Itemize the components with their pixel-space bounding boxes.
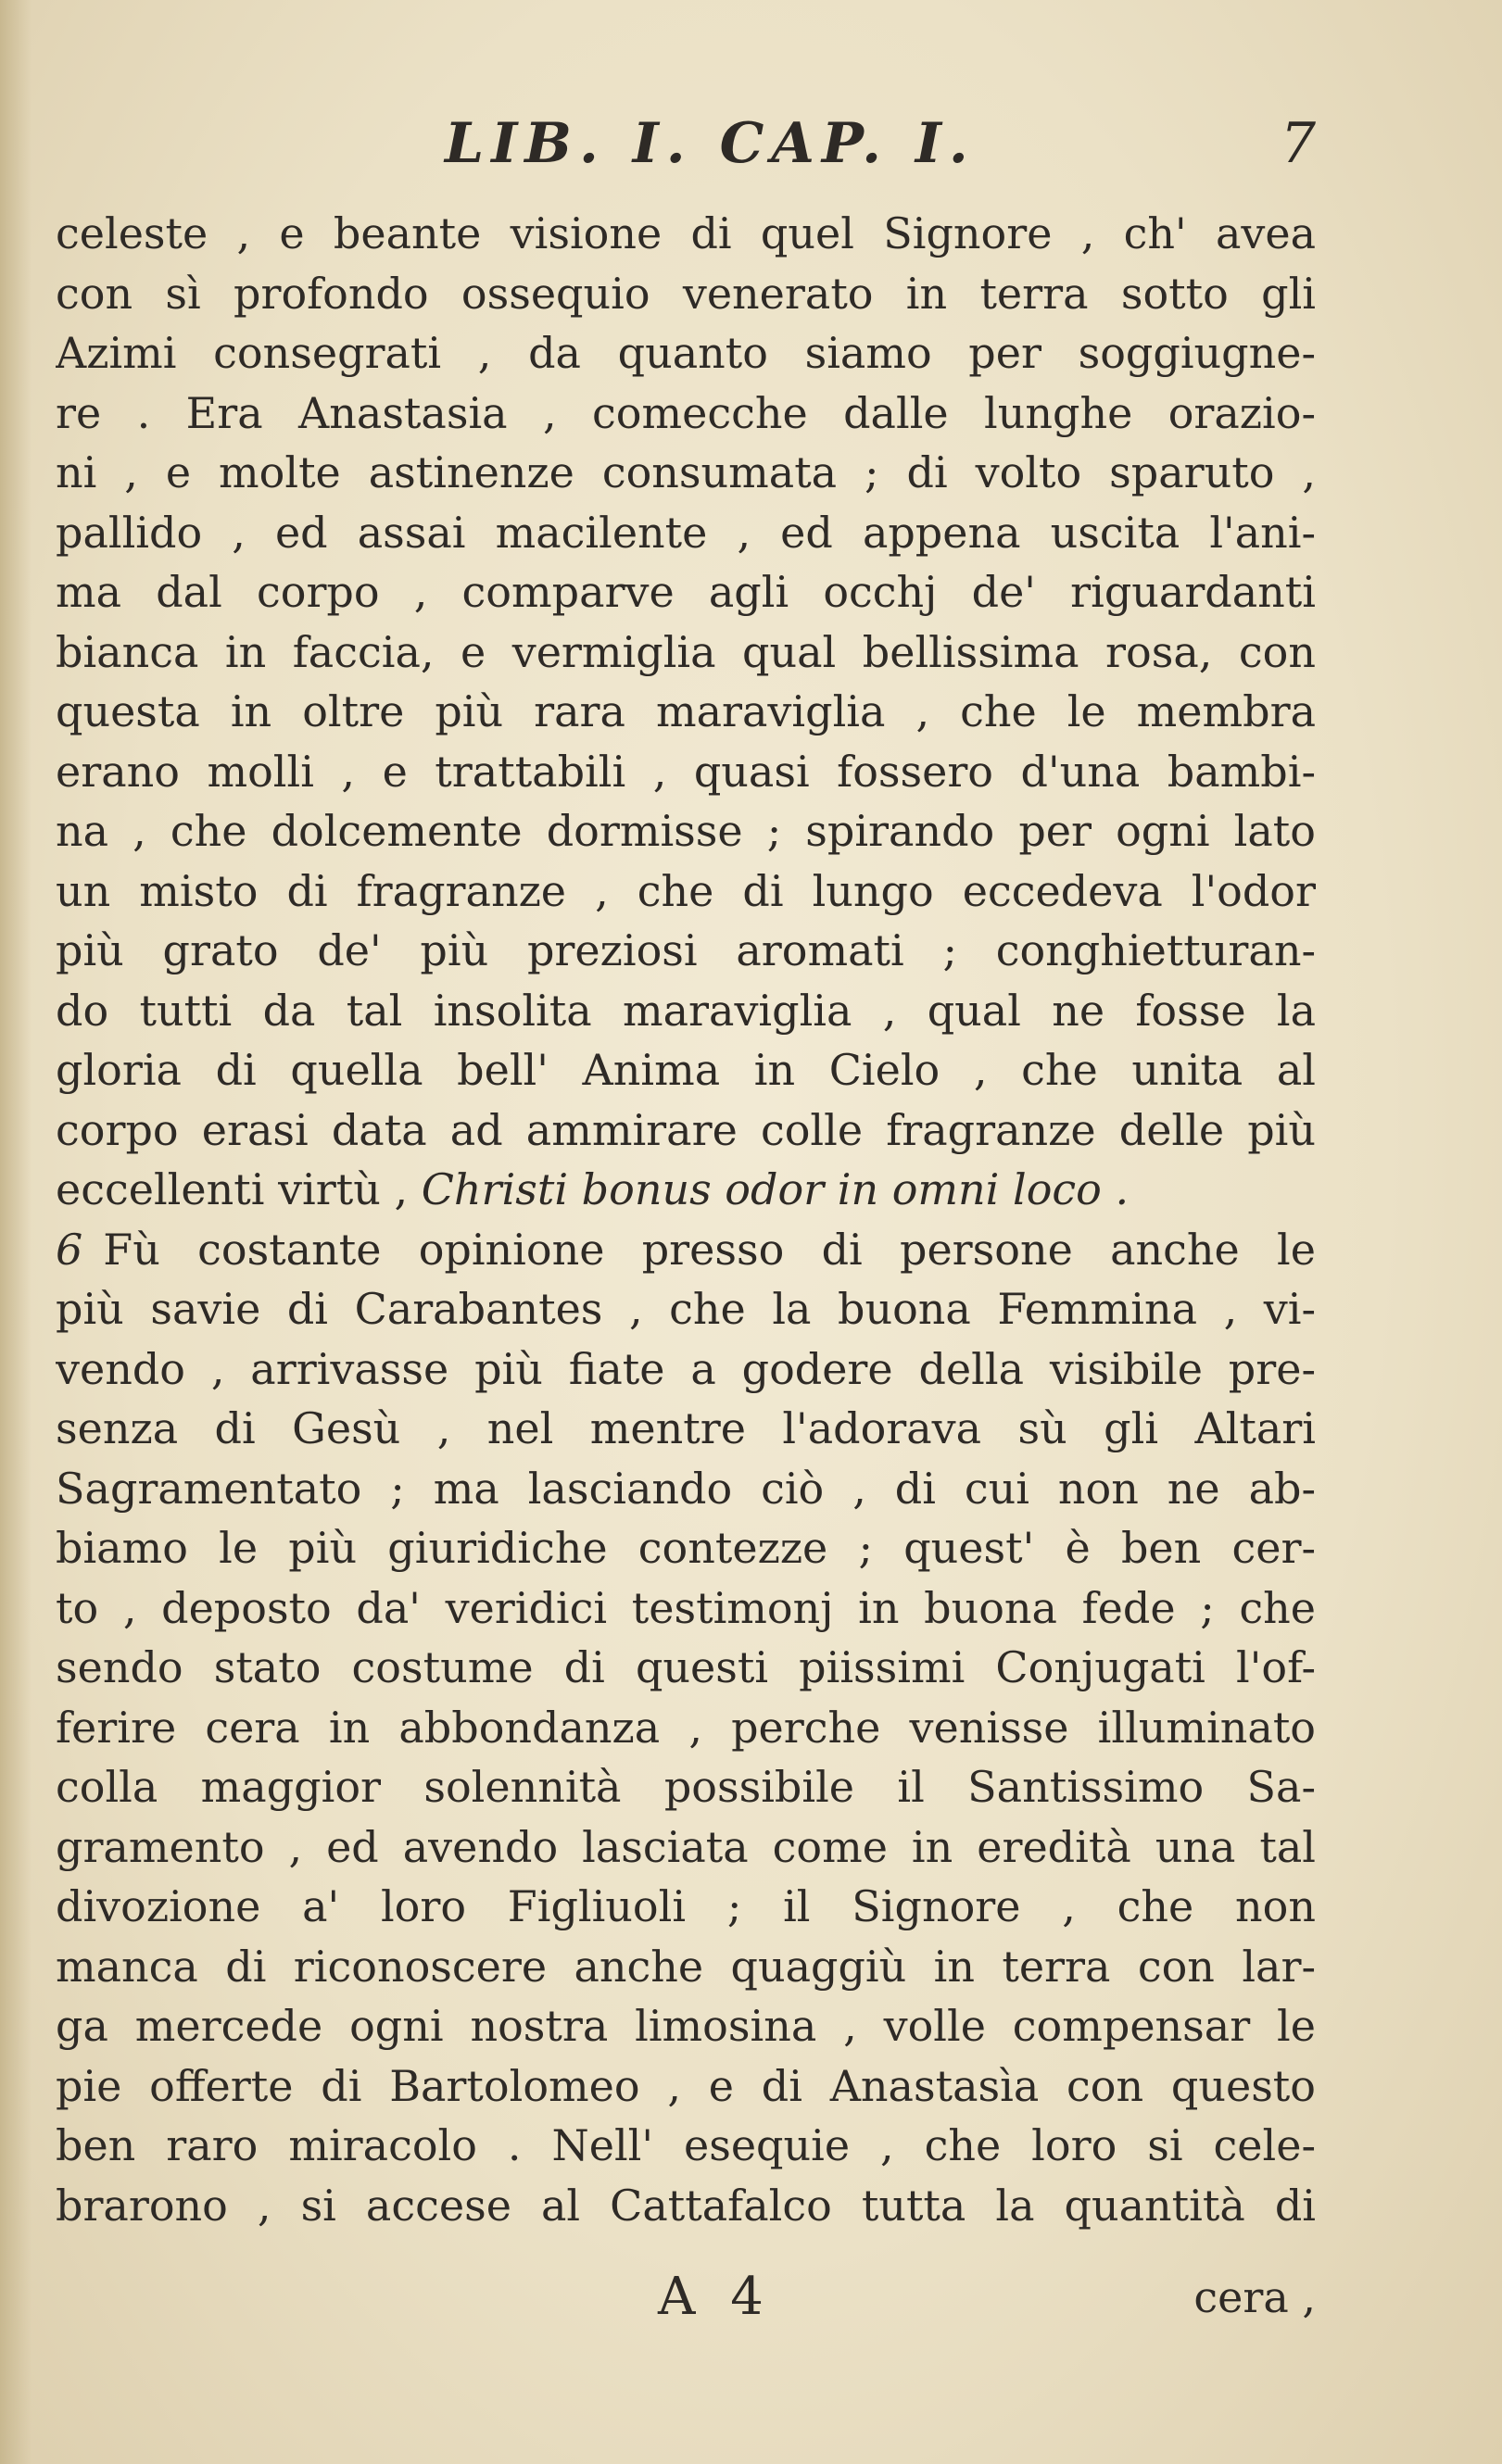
text-line: re . Era Anastasia , comecche dalle lunghe orazio- xyxy=(56,387,1316,438)
text-line: Sagramentato ; ma lasciando ciò , di cui non ne ab- xyxy=(56,1463,1316,1514)
text-line: na , che dolcemente dormisse ; spirando per ogni lato xyxy=(56,806,1316,856)
text-line: gloria di quella bell' Anima in Cielo , che unita al xyxy=(56,1045,1316,1095)
text-line: to , deposto da' veridici testimonj in buona fede ; che xyxy=(56,1582,1316,1633)
text-line: pallido , ed assai macilente , ed appena uscita l'ani- xyxy=(56,507,1316,558)
text-line: questa in oltre più rara maraviglia , che le membra xyxy=(56,686,1316,736)
text-line: colla maggior solennità possibile il Santissimo Sa- xyxy=(56,1762,1316,1812)
text-line: ben raro miracolo . Nell' esequie , che loro si cele- xyxy=(56,2120,1316,2170)
text-line: erano molli , e trattabili , quasi fossero d'una bambi- xyxy=(56,746,1316,797)
page-footer xyxy=(56,2260,1316,2334)
paragraph-number: 6 xyxy=(56,1224,83,1275)
text-line: un misto di fragranze , che di lungo eccedeva l'odor xyxy=(56,865,1316,916)
text-line: manca di riconoscere anche quaggiù in terra con lar- xyxy=(56,1941,1316,1992)
body-text xyxy=(56,204,1316,2235)
paragraph-end-text: eccellenti virtù , xyxy=(56,1164,422,1214)
text-line: ferire cera in abbondanza , perche venisse illuminato xyxy=(56,1702,1316,1753)
text-line: sendo stato costume di questi piissimi Conjugati l'of- xyxy=(56,1642,1316,1692)
text-line: ma dal corpo , comparve agli occhj de' riguardanti xyxy=(56,567,1316,617)
text-line: biamo le più giuridiche contezze ; quest' è ben cer- xyxy=(56,1523,1316,1573)
paragraph-end-line xyxy=(56,1160,1316,1220)
text-line: vendo , arrivasse più fiate a godere della visibile pre- xyxy=(56,1343,1316,1394)
text-line: bianca in faccia, e vermiglia qual bellissima rosa, con xyxy=(56,626,1316,677)
text-line: Azimi consegrati , da quanto siamo per soggiugne- xyxy=(56,328,1316,378)
page-header xyxy=(56,111,1316,176)
running-head: LIB. I. CAP. I. xyxy=(445,111,976,176)
text-line: corpo erasi data ad ammirare colle fragranze delle più xyxy=(56,1104,1316,1155)
text-line: pie offerte di Bartolomeo , e di Anastasìa con questo xyxy=(56,2060,1316,2111)
text-line: con sì profondo ossequio venerato in terra sotto gli xyxy=(56,268,1316,319)
text-line: celeste , e beante visione di quel Signore , ch' avea xyxy=(56,208,1316,258)
text-line: più grato de' più preziosi aromati ; conghietturan- xyxy=(56,925,1316,975)
text-line: senza di Gesù , nel mentre l'adorava sù gli Altari xyxy=(56,1403,1316,1453)
paragraph-6-first-line xyxy=(56,1220,1316,1280)
text-line: ga mercede ogni nostra limosina , volle compensar le xyxy=(56,2001,1316,2051)
page-gutter-shadow xyxy=(0,0,32,2464)
text-line: do tutti da tal insolita maraviglia , qual ne fosse la xyxy=(56,985,1316,1036)
text-line: più savie di Carabantes , che la buona Femmina , vi- xyxy=(56,1284,1316,1334)
latin-quotation: Christi bonus odor in omni loco . xyxy=(421,1164,1130,1214)
paragraph-6-text: Fù costante opinione presso di persone anche le xyxy=(103,1224,1316,1275)
page-number: 7 xyxy=(1280,111,1316,176)
text-line: brarono , si accese al Cattafalco tutta la quantità di xyxy=(56,2180,1316,2231)
signature-mark: A 4 xyxy=(658,2267,773,2327)
text-line: divozione a' loro Figliuoli ; il Signore , che non xyxy=(56,1881,1316,1931)
text-line: ni , e molte astinenze consumata ; di volto sparuto , xyxy=(56,447,1316,497)
text-line: gramento , ed avendo lasciata come in eredità una tal xyxy=(56,1821,1316,1872)
catchword: cera , xyxy=(1193,2272,1316,2322)
